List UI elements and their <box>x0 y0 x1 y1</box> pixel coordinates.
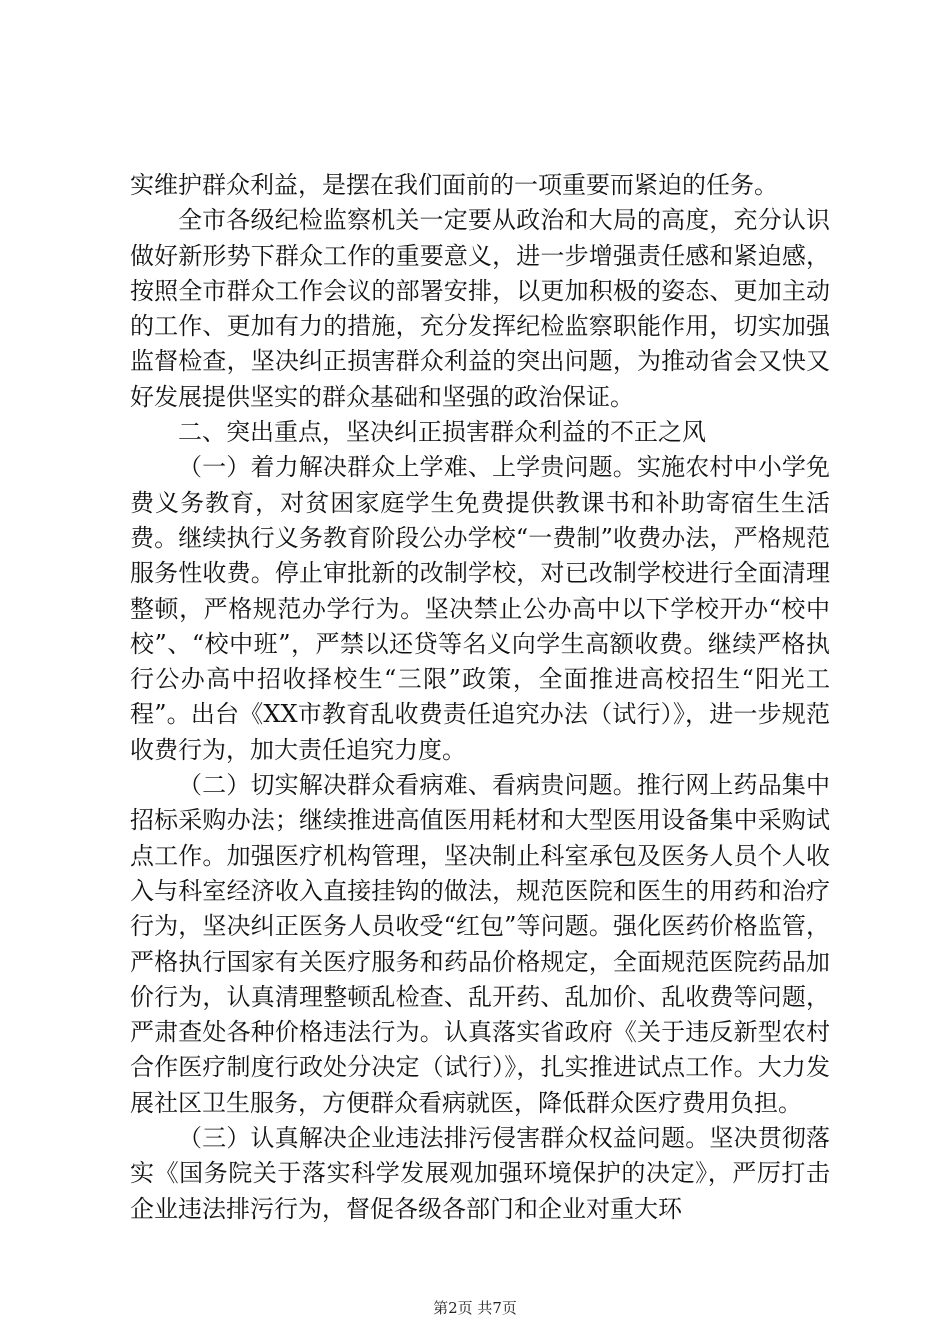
paragraph-intro: 全市各级纪检监察机关一定要从政治和大局的高度，充分认识做好新形势下群众工作的重要意义，进一步增强责任感和紧迫感，按照全市群众工作会议的部署安排，以更加积极的姿态、更加主动的工作、更加有力的措施，充分发挥纪检监察职能作用，切实加强监督检查，坚决纠正损害群众利益的突出问题，为推动省会又快又好发展提供坚实的群众基础和坚强的政治保证。 <box>130 206 830 411</box>
paragraph-continuation: 实维护群众利益，是摆在我们面前的一项重要而紧迫的任务。 <box>130 171 778 199</box>
paragraph-healthcare: （二）切实解决群众看病难、看病贵问题。推行网上药品集中招标采购办法；继续推进高值医用耗材和大型医用设备集中采购试点工作。加强医疗机构管理，坚决制止科室承包及医务人员个人收入与科室经济收入直接挂钩的做法，规范医院和医生的用药和治疗行为，坚决纠正医务人员收受“红包”等问题。强化医药价格监管，严格执行国家有关医疗服务和药品价格规定，全面规范医院药品加价行为，认真清理整顿乱检查、乱开药、乱加价、乱收费等问题，严肃查处各种价格违法行为。认真落实省政府《关于违反新型农村合作医疗制度行政处分决定（试行）》，扎实推进试点工作。大力发展社区卫生服务，方便群众看病就医，降低群众医疗费用负担。 <box>130 771 830 1117</box>
document-body <box>130 168 830 1227</box>
paragraph-education: （一）着力解决群众上学难、上学贵问题。实施农村中小学免费义务教育，对贫困家庭学生免费提供教课书和补助寄宿生生活费。继续执行义务教育阶段公办学校“一费制”收费办法，严格规范服务性收费。停止审批新的改制学校，对已改制学校进行全面清理整顿，严格规范办学行为。坚决禁止公办高中以下学校开办“校中校”、“校中班”，严禁以还贷等名义向学生高额收费。继续严格执行公办高中招收择校生“三限”政策，全面推进高校招生“阳光工程”。出台《XX市教育乱收费责任追究办法（试行）》，进一步规范收费行为，加大责任追究力度。 <box>130 453 830 764</box>
page-number-footer: 第2页 共7页 <box>433 1299 517 1317</box>
paragraph-environment: （三）认真解决企业违法排污侵害群众权益问题。坚决贯彻落实《国务院关于落实科学发展观加强环境保护的决定》，严厉打击企业违法排污行为，督促各级各部门和企业对重大环 <box>130 1124 830 1223</box>
section-heading: 二、突出重点，坚决纠正损害群众利益的不正之风 <box>178 418 706 447</box>
